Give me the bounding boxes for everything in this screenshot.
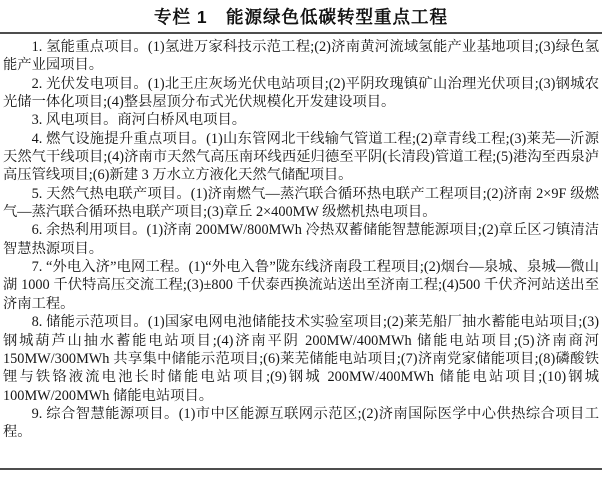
paragraph-photovoltaic-projects: 2. 光伏发电项目。(1)北王庄灰场光伏电站项目;(2)平阴玫瑰镇矿山治理光伏项目;(3)钢城农光储一体化项目;(4)整县屋顶分布式光伏规模化开发建设项目。 [3, 75, 599, 111]
paragraph-wind-power-projects: 3. 风电项目。商河白桥风电项目。 [31, 112, 247, 129]
panel-title: 专栏 1 能源绿色低碳转型重点工程 [153, 7, 449, 27]
bottom-border-rule [0, 468, 602, 470]
panel-body [0, 34, 602, 442]
paragraph-energy-storage-projects: 8. 储能示范项目。(1)国家电网电池储能技术实验室项目;(2)莱芜船厂抽水蓄能电站项目;(3)钢城葫芦山抽水蓄能电站项目;(4)济南平阴 200MW/400MWh 储能电站项目;(5)济南商河 150MW/300MWh 共享集中储能示范项目;(6)莱芜储能电站项目;(7)济南党家储能项目;(8)磷酸铁锂与铁铬液流电池长时储能电站项目;(9)钢城 200MW/400MWh 储能电站项目;(10)钢城 100MW/200MWh 储能电站项目。 [3, 314, 599, 404]
paragraph-hydrogen-projects: 1. 氢能重点项目。(1)氢进万家科技示范工程;(2)济南黄河流域氢能产业基地项目;(3)绿色氢能产业园项目。 [3, 39, 599, 74]
paragraph-gas-cogeneration-projects: 5. 天然气热电联产项目。(1)济南燃气—蒸汽联合循环热电联产工程项目;(2)济南 2×9F 级燃气—蒸汽联合循环热电联产项目;(3)章丘 2×400MW 级燃机热电项目。 [3, 185, 599, 221]
paragraph-external-power-grid-projects: 7. “外电入济”电网工程。(1)“外电入鲁”陇东线济南段工程项目;(2)烟台—泉城、泉城—微山湖 1000 千伏特高压交流工程;(3)±800 千伏泰西换流站送出至济南工程;(4)500 千伏齐河站送出至济南工程。 [3, 259, 599, 312]
paragraph-smart-energy-projects: 9. 综合智慧能源项目。(1)市中区能源互联网示范区;(2)济南国际医学中心供热综合项目工程。 [3, 405, 599, 441]
paragraph-waste-heat-projects: 6. 余热利用项目。(1)济南 200MW/800MWh 冷热双蓄储能智慧能源项目;(2)章丘区刁镇清洁智慧热源项目。 [3, 222, 599, 257]
paragraph-gas-facility-projects: 4. 燃气设施提升重点项目。(1)山东管网北干线输气管道工程;(2)章青线工程;(3)莱芜—沂源天然气干线项目;(4)济南市天然气高压南环线西延归德至平阴(长清段)管道工程;(5)港沟至西泉泸高压管线项目;(6)新建 3 万水立方液化天然气储配项目。 [3, 130, 599, 184]
